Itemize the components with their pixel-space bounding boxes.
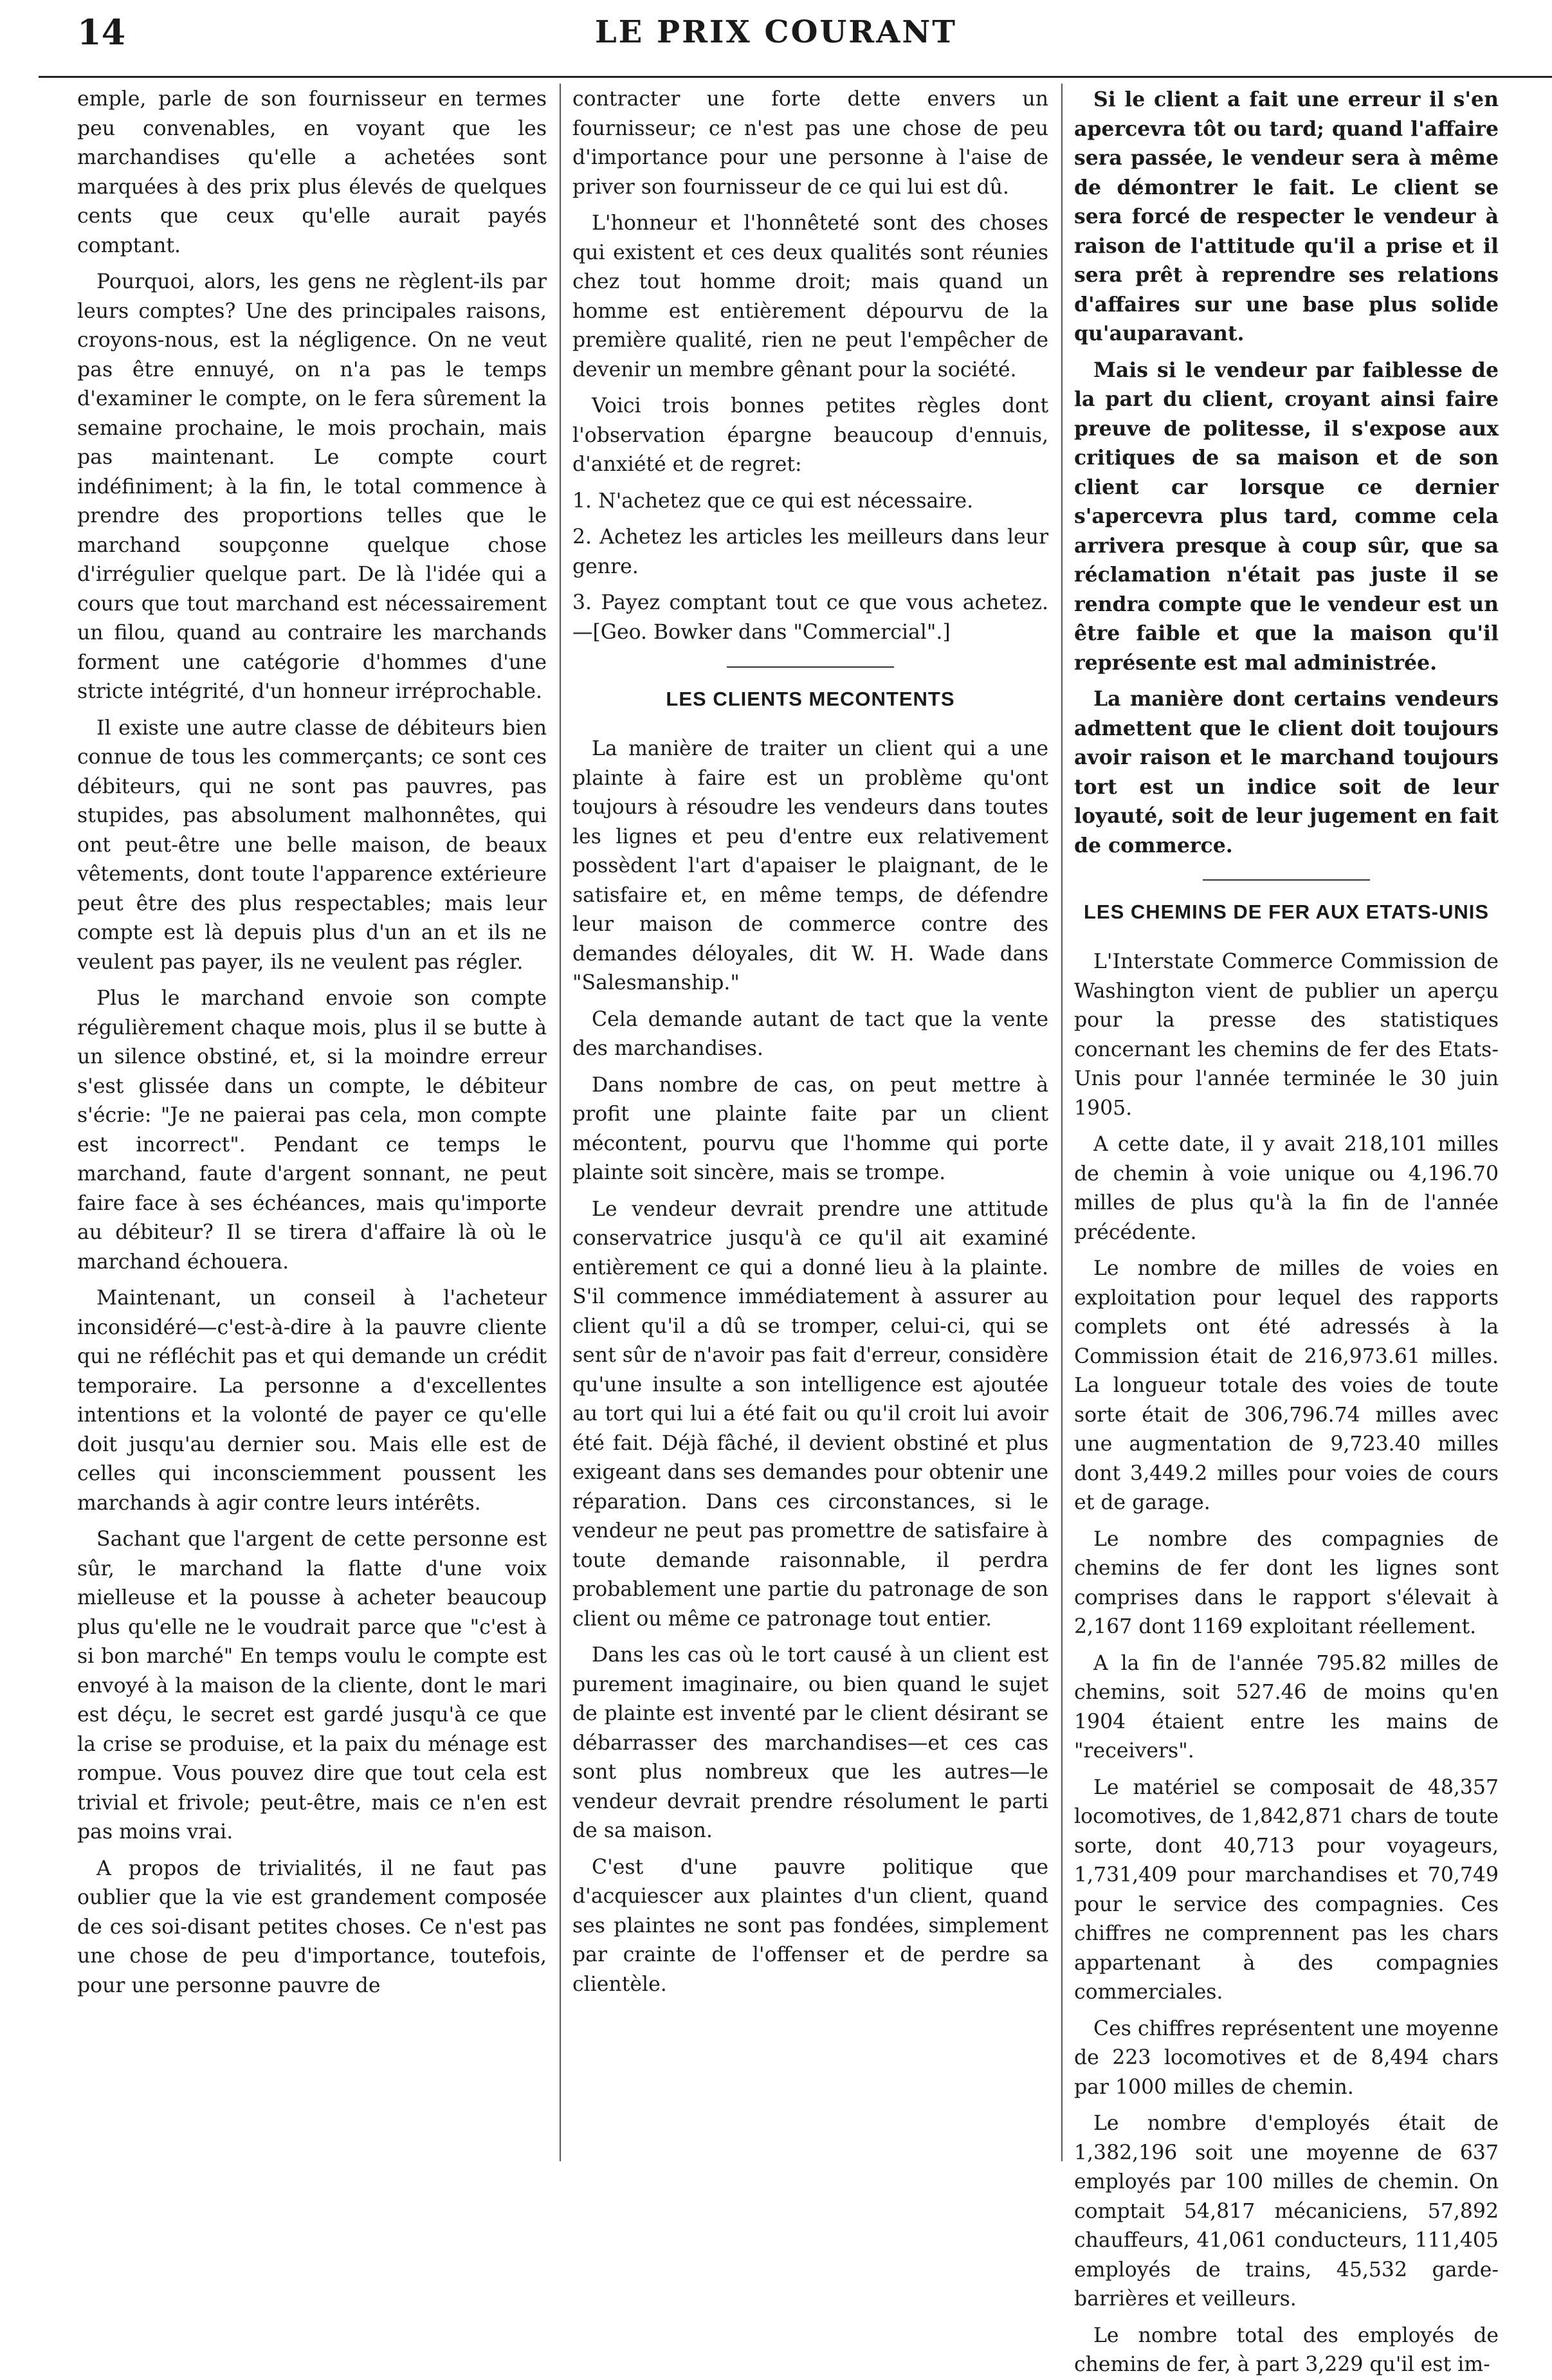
paragraph: Le nombre total des employés de chemins de fer, à part 3,229 qu'il est im- [1074, 2323, 1499, 2376]
paragraph: Sachant que l'argent de cette personne est sûr, le marchand la flatte d'une voix mielleuse et la pousse à acheter beaucoup plus qu'elle ne le voudrait parce que "c'est à si bon marché" En temps voulu le compte est envoyé à la maison de la cliente, dont le mari est déçu, le secret est gardé jusqu'à ce que la crise se produise, et la paix du ménage est rompue. Vous pouvez dire que tout cela est trivial et frivole; peut-être, mais ce n'en est pas moins vrai. [77, 1528, 547, 1844]
section-title: LES CHEMINS DE FER AUX ETATS-UNIS [1083, 901, 1490, 923]
paragraph: C'est d'une pauvre politique que d'acquiescer aux plaintes d'un client, quand ses plaintes ne sont pas fondées, simplement par crainte de l'offenser et de perdre sa clientèle. [572, 1855, 1048, 1996]
paragraph: L'honneur et l'honnêteté sont des choses qui existent et ces deux qualités sont réunies chez tout homme droit; mais quand un homme est entièrement dépourvu de la première qualité, rien ne peut l'empêcher de devenir un membre gênant pour la société. [572, 212, 1048, 381]
paragraph: Dans nombre de cas, on peut mettre à profit une plainte faite par un client mécontent, pourvu que l'homme qui porte plainte soit sincère, mais se trompe. [572, 1073, 1048, 1184]
paragraph: La manière de traiter un client qui a une plainte à faire est un problème qu'ont toujours à résoudre les vendeurs dans toutes les lignes et peu d'entre eux relativement possèdent l'art d'apaiser le plaignant, de le satisfaire et, en même temps, de défendre leur maison de commerce contre des demandes déloyales, dit W. H. Wade dans "Salesmanship." [572, 737, 1048, 994]
column-divider [1061, 84, 1063, 2161]
paragraph: Le matériel se composait de 48,357 locomotives, de 1,842,871 chars de toute sorte, dont 40,713 pour voyageurs, 1,731,409 pour marchandises et 70,749 pour le service des compagnies. Ces chiffres ne comprennent pas les chars appartenant à des compagnies commerciales. [1074, 1775, 1499, 2004]
column-2 [572, 85, 1048, 2169]
section-title: LES CLIENTS MECONTENTS [666, 688, 955, 710]
paragraph: Le nombre des compagnies de chemins de fer dont les lignes sont comprises dans le rapport s'élevait à 2,167 dont 1169 exploitant réellement. [1074, 1527, 1499, 1638]
column-3 [1074, 85, 1499, 2376]
paragraph: L'Interstate Commerce Commission de Washington vient de publier un aperçu pour la presse des statistiques concernant les chemins de fer des Etats-Unis pour l'année terminée le 30 juin 1905. [1074, 950, 1499, 1120]
paragraph: Plus le marchand envoie son compte régulièrement chaque mois, plus il se butte à un silence obstiné, et, si la moindre erreur s'est glissée dans un compte, le débiteur s'écrie: "Je ne paierai pas cela, mon compte est incorrect". Pendant ce temps le marchand, faute d'argent sonnant, ne peut faire face à ses échéances, mais qu'importe au débiteur? Il se tirera d'affaire là où le marchand échouera. [77, 987, 547, 1274]
paragraph: emple, parle de son fournisseur en termes peu convenables, en voyant que les marchandises qu'elle a achetées sont marquées à des prix plus élevés de quelques cents que ceux qu'elle aurait payés comptant. [77, 87, 547, 257]
paragraph: A la fin de l'année 795.82 milles de chemins, soit 527.46 de moins qu'en 1904 étaient entre les mains de "receivers". [1074, 1651, 1499, 1762]
rule-item: 1. N'achetez que ce qui est nécessaire. [572, 489, 974, 513]
paragraph: Dans les cas où le tort causé à un client est purement imaginaire, ou bien quand le sujet de plainte est inventé par le client désirant se débarrasser des marchandises—et ces cas sont plus nombreux que les autres—le vendeur devrait prendre résolument le parti de sa maison. [572, 1643, 1048, 1842]
paragraph: Cela demande autant de tact que la vente des marchandises. [572, 1007, 1048, 1060]
section-rule [727, 666, 894, 668]
paragraph: Ces chiffres représentent une moyenne de 223 locomotives et de 8,494 chars par 1000 milles de chemin. [1074, 2017, 1499, 2099]
paragraph: Si le client a fait une erreur il s'en apercevra tôt ou tard; quand l'affaire sera passée, le vendeur sera à même de démontrer le fait. Le client se sera forcé de respecter le vendeur à raison de l'attitude qu'il a prise et il sera prêt à reprendre ses relations d'affaires sur une base plus solide qu'auparavant. [1074, 87, 1499, 345]
page-number: 14 [77, 12, 126, 53]
paragraph: Pourquoi, alors, les gens ne règlent-ils par leurs comptes? Une des principales raisons, croyons-nous, est la négligence. On ne veut pas être ennuyé, on n'a pas le temps d'examiner le compte, on le fera sûrement la semaine prochaine, le mois prochain, mais pas maintenant. Le compte court indéfiniment; à la fin, le total commence à prendre des proportions telles que le marchand soupçonne quelque chose d'irrégulier quelque part. De là l'idée qui a cours que tout marchand est nécessairement un filou, quand au contraire les marchands forment une catégorie d'hommes d'une stricte intégrité, d'un honneur irréprochable. [77, 270, 547, 703]
header-rule [39, 76, 1552, 78]
rule-item: 3. Payez comptant tout ce que vous achetez.—[Geo. Bowker dans "Commercial".] [572, 591, 1048, 644]
paragraph: contracter une forte dette envers un fournisseur; ce n'est pas une chose de peu d'importance pour une personne à l'aise de priver son fournisseur de ce qui lui est dû. [572, 87, 1048, 199]
page-header [0, 0, 1552, 76]
paragraph: Maintenant, un conseil à l'acheteur inconsidéré—c'est-à-dire à la pauvre cliente qui ne réfléchit pas et qui demande un crédit temporaire. La personne a d'excellentes intentions et la volonté de payer ce qu'elle doit jusqu'au dernier sou. Mais elle est de celles qui inconsciemment poussent les marchands à agir contre leurs intérêts. [77, 1286, 547, 1515]
paragraph: Le nombre de milles de voies en exploitation pour lequel des rapports complets ont été adressés à la Commission était de 216,973.61 milles. La longueur totale des voies de toute sorte était de 306,796.74 milles avec une augmentation de 9,723.40 milles dont 3,449.2 milles pour voies de cours et de garage. [1074, 1257, 1499, 1514]
paragraph: Il existe une autre classe de débiteurs bien connue de tous les commerçants; ce sont ces débiteurs, qui ne sont pas pauvres, pas stupides, pas absolument malhonnêtes, qui ont peut-être une belle maison, de beaux vêtements, dont toute l'apparence extérieure peut être des plus respectables; mais leur compte est là depuis plus d'un an et ils ne veulent pas payer, ils ne veulent pas régler. [77, 716, 547, 974]
rule-item: 2. Achetez les articles les meilleurs dans leur genre. [572, 526, 1048, 578]
paragraph: Mais si le vendeur par faiblesse de la part du client, croyant ainsi faire preuve de politesse, il s'expose aux critiques de sa maison et de son client car lorsque ce dernier s'apercevra plus tard, comme cela arrivera presque à coup sûr, que sa réclamation n'était pas juste il se rendra compte que le vendeur est un être faible et que la maison qu'il représente est mal administrée. [1074, 358, 1499, 675]
column-1 [77, 85, 547, 2169]
paragraph: Voici trois bonnes petites règles dont l'observation épargne beaucoup d'ennuis, d'anxiété et de regret: [572, 394, 1048, 476]
paragraph: A propos de trivialités, il ne faut pas oublier que la vie est grandement composée de ces soi-disant petites choses. Ce n'est pas une chose de peu d'importance, toutefois, pour une personne pauvre de [77, 1856, 547, 1997]
column-divider [560, 84, 561, 2161]
paragraph: Le nombre d'employés était de 1,382,196 soit une moyenne de 637 employés par 100 milles de chemin. On comptait 54,817 mécaniciens, 57,892 chauffeurs, 41,061 conducteurs, 111,405 employés de trains, 45,532 garde-barrières et veilleurs. [1074, 2112, 1499, 2311]
journal-title: LE PRIX COURANT [594, 14, 958, 50]
section-rule [1203, 879, 1370, 881]
paragraph: Le vendeur devrait prendre une attitude conservatrice jusqu'à ce qu'il ait examiné entièrement ce qui a donné lieu à la plainte. S'il commence immédiatement à assurer au client qu'il a dû se tromper, celui-ci, qui se sent sûr de n'avoir pas fait d'erreur, considère qu'une insulte a son intelligence est ajoutée au tort qui lui a été fait ou qu'il croit lui avoir été fait. Déjà fâché, il devient obstiné et plus exigeant dans ses demandes pour obtenir une réparation. Dans ces circonstances, si le vendeur ne peut pas promettre de satisfaire à toute demande raisonnable, il perdra probablement une partie du patronage de son client ou même ce patronage tout entier. [572, 1197, 1048, 1631]
paragraph: A cette date, il y avait 218,101 milles de chemin à voie unique ou 4,196.70 milles de plus qu'à la fin de l'année précédente. [1074, 1133, 1499, 1244]
paragraph: La manière dont certains vendeurs admettent que le client doit toujours avoir raison et le marchand toujours tort est un indice soit de leur loyauté, soit de leur jugement en fait de commerce. [1074, 687, 1499, 857]
